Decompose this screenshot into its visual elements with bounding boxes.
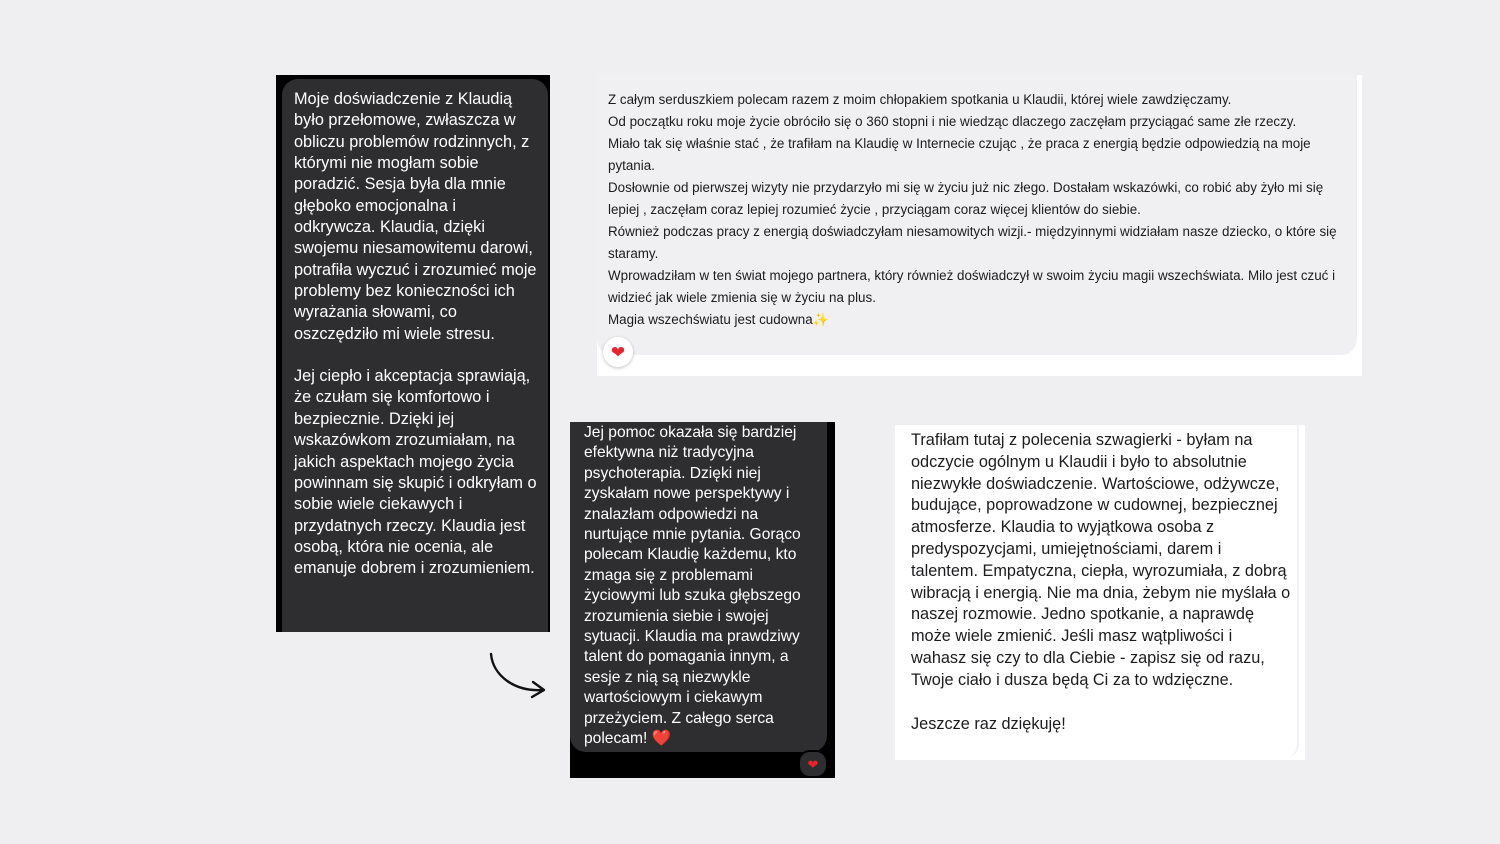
message-bubble bbox=[597, 75, 1357, 355]
message-paragraph: Jeszcze raz dziękuję! bbox=[911, 714, 1066, 733]
message-line: Od początku roku moje życie obróciło się o 360 stopni i nie wiedząc dlaczego zaczęłam przyciągać same złe rzeczy. bbox=[608, 114, 1297, 129]
testimonial-card-4 bbox=[895, 425, 1305, 760]
curved-arrow-icon bbox=[485, 650, 550, 702]
message-line: Również podczas pracy z energią doświadczyłam niesamowitych wizji.- międzyinnymi widziałam nasze dziecko, o które się staramy. bbox=[608, 224, 1337, 261]
testimonial-card-3 bbox=[570, 422, 835, 778]
message-paragraph: Moje doświadczenie z Klaudią było przełomowe, zwłaszcza w obliczu problemów rodzinnych, z którymi nie mogłam sobie poradzić. Sesja była dla mnie głęboko emocjonalna i odkrywcza. Klaudia, dzięki swojemu niesamowitemu darowi, potrafiła wyczuć i zrozumieć moje problemy bez konieczności ich wyrażania słowami, co oszczędziło mi wiele stresu. bbox=[294, 90, 537, 343]
message-paragraph: Trafiłam tutaj z polecenia szwagierki - byłam na odczycie ogólnym u Klaudii i było to absolutnie niezwykłe doświadczenie. Wartościowe, odżywcze, budujące, poprowadzone w cudownej, bezpiecznej atmosferze. Klaudia to wyjątkowa osoba z predyspozycjami, umiejętnościami, darem i talentem. Empatyczna, ciepła, wyrozumiała, z dobrą wibracją i energią. Nie ma dnia, żebym nie myślała o naszej rozmowie. Jedno spotkanie, a naprawdę może wiele zmienić. Jeśli masz wątpliwości i wahasz się czy to dla Ciebie - zapisz się od razu, Twoje ciało i dusza będą Ci za to wdzięczne. bbox=[911, 431, 1291, 689]
message-line bbox=[608, 309, 1347, 331]
testimonial-card-1 bbox=[276, 75, 550, 632]
message-bubble bbox=[895, 425, 1299, 758]
message-line: Wprowadziłam w ten świat mojego partnera, który również doświadczył w swoim życiu magii wszechświata. Milo jest czuć i widzieć jak wiele zmienia się w życiu na plus. bbox=[608, 268, 1336, 305]
message-bubble bbox=[570, 422, 827, 752]
heart-reaction-icon[interactable]: ❤ bbox=[798, 750, 828, 778]
message-text: Magia wszechświatu jest cudowna bbox=[608, 312, 813, 327]
message-line: Z całym serduszkiem polecam razem z moim chłopakiem spotkania u Klaudii, której wiele zawdzięczamy. bbox=[608, 92, 1232, 107]
message-paragraph: Jej ciepło i akceptacja sprawiają, że czułam się komfortowo i bezpiecznie. Dzięki jej wskazówkom zrozumiałam, na jakich aspektach mojego życia powinnam się skupić i odkryłam o sobie wiele ciekawych i przydatnych rzeczy. Klaudia jest osobą, która nie ocenia, ale emanuje dobrem i zrozumieniem. bbox=[294, 367, 537, 578]
heart-reaction-icon[interactable]: ❤ bbox=[603, 337, 633, 367]
testimonial-card-2 bbox=[597, 75, 1362, 376]
message-line: Miało tak się właśnie stać , że trafiłam na Klaudię w Internecie czując , że praca z energią będzie odpowiedzią na moje pytania. bbox=[608, 136, 1311, 173]
message-text: Jej pomoc okazała się bardziej efektywna niż tradycyjna psychoterapia. Dzięki niej zyskałam nowe perspektywy i znalazłam odpowiedzi na nurtujące mnie pytania. Gorąco polecam Klaudię każdemu, kto zmaga się z problemami życiowymi lub szuka głębszego zrozumienia siebie i swojej sytuacji. Klaudia ma prawdziwy talent do pomagania innym, a sesje z nią są niezwykle wartościowym i ciekawym przeżyciem. Z całego serca polecam! bbox=[584, 424, 801, 748]
heart-emoji-icon: ❤️ bbox=[651, 730, 672, 748]
message-bubble bbox=[282, 79, 548, 632]
message-line: Dosłownie od pierwszej wizyty nie przydarzyło mi się w życiu już nic złego. Dostałam wskazówki, co robić aby żyło mi się lepiej , zaczęłam coraz lepiej rozumieć życie , przyciągam coraz więcej klientów do siebie. bbox=[608, 180, 1324, 217]
sparkles-icon: ✨ bbox=[812, 312, 829, 327]
